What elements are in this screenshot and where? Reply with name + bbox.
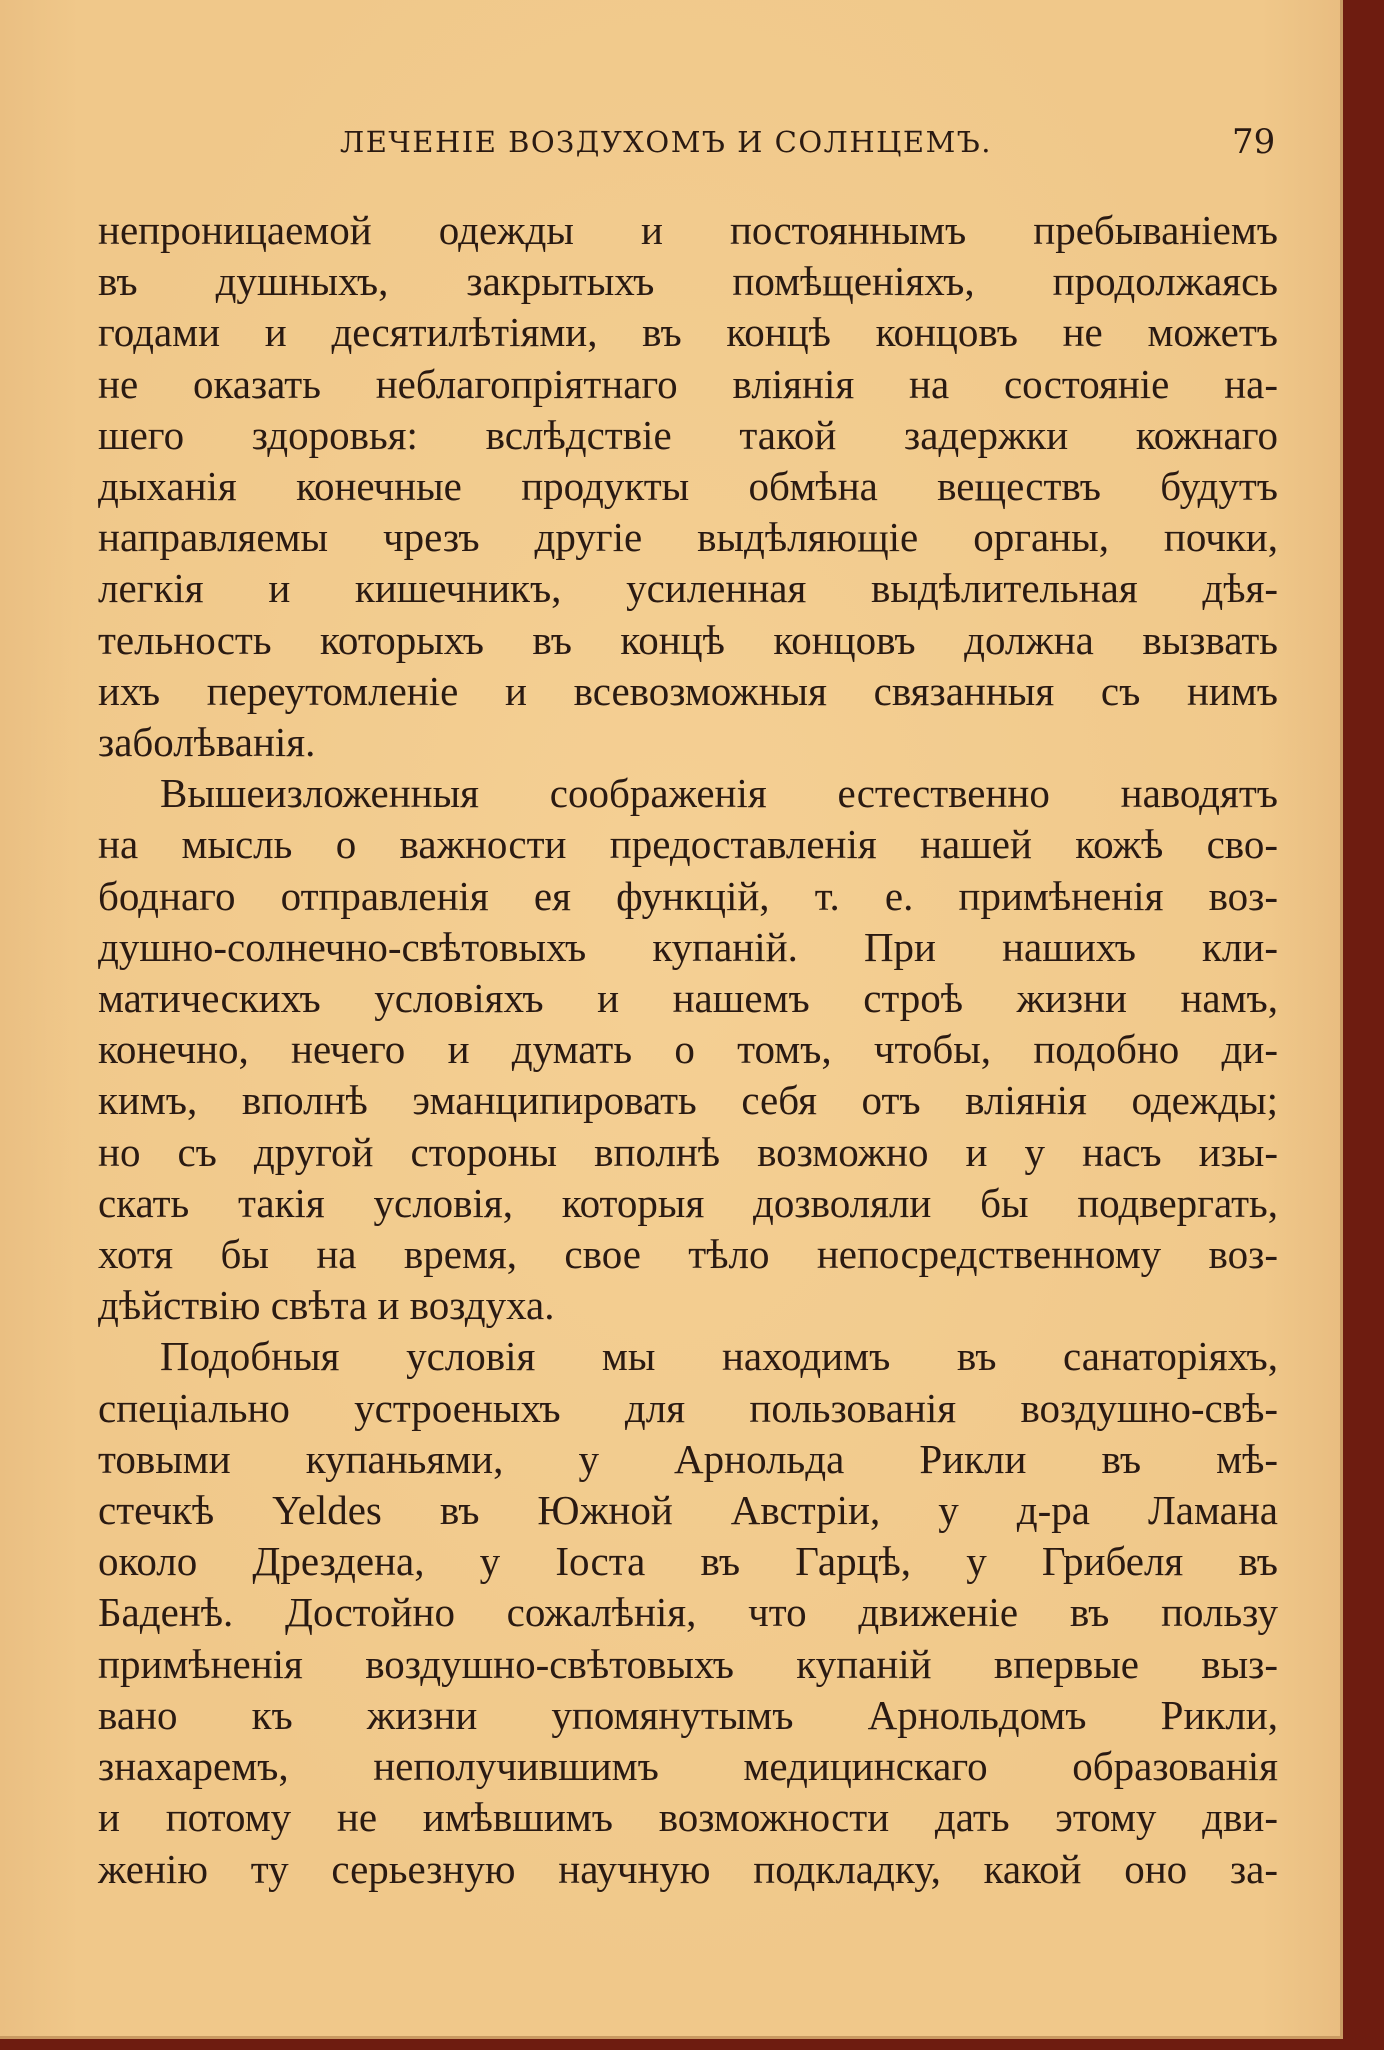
page-number: 79 xyxy=(1232,122,1276,162)
paragraph-3 xyxy=(98,1331,1278,1894)
text-line: направляемы чрезъ другіе выдѣляющіе органы, почки, xyxy=(98,514,1278,561)
text-line: непроницаемой одежды и постояннымъ пребываніемъ xyxy=(98,207,1278,253)
body-text xyxy=(98,205,1278,1895)
running-title: ЛЕЧЕНІЕ ВОЗДУХОМЪ И СОЛНЦЕМЪ. xyxy=(340,125,993,159)
text-line: ихъ переутомленіе и всевозможныя связанныя съ нимъ xyxy=(98,667,1278,714)
text-line: матическихъ условіяхъ и нашемъ строѣ жизни намъ, xyxy=(98,975,1278,1022)
text-line: вано къ жизни упомянутымъ Арнольдомъ Рикли, xyxy=(98,1691,1278,1738)
text-line: дѣйствію свѣта и воздуха. xyxy=(98,1282,555,1329)
text-line: стечкѣ Yeldes въ Южной Австріи, у д-ра Ламана xyxy=(98,1487,1278,1534)
text-line: товыми купаньями, у Арнольда Рикли въ мѣ- xyxy=(98,1435,1278,1482)
text-line: кимъ, вполнѣ эманципировать себя отъ вліянія одежды; xyxy=(98,1077,1278,1124)
text-line: дыханія конечные продукты обмѣна веществъ будутъ xyxy=(98,463,1278,510)
paragraph-1 xyxy=(98,205,1278,768)
text-line: знахаремъ, неполучившимъ медицинскаго образованія xyxy=(98,1743,1278,1790)
text-line: скать такія условія, которыя дозволяли бы подвергать, xyxy=(98,1179,1278,1226)
text-line: не оказать неблагопріятнаго вліянія на состояніе на- xyxy=(98,360,1278,407)
text-line: Подобныя условія мы находимъ въ санаторіяхъ, xyxy=(160,1333,1278,1380)
page-header xyxy=(0,122,1340,169)
text-line: хотя бы на время, свое тѣло непосредственному воз- xyxy=(98,1231,1278,1278)
text-line: годами и десятилѣтіями, въ концѣ концовъ не можетъ xyxy=(98,309,1278,356)
text-line: конечно, нечего и думать о томъ, чтобы, подобно ди- xyxy=(98,1026,1278,1073)
text-line: боднаго отправленія ея функцій, т. е. примѣненія воз- xyxy=(98,872,1278,919)
text-line: но съ другой стороны вполнѣ возможно и у насъ изы- xyxy=(98,1128,1278,1175)
text-line: заболѣванія. xyxy=(98,719,316,766)
text-line: тельность которыхъ въ концѣ концовъ должна вызвать xyxy=(98,616,1278,663)
text-line: легкія и кишечникъ, усиленная выдѣлительная дѣя- xyxy=(98,565,1278,612)
text-line: на мысль о важности предоставленія нашей кожѣ сво- xyxy=(98,821,1278,868)
text-line: около Дрездена, у Іоста въ Гарцѣ, у Грибеля въ xyxy=(98,1538,1278,1585)
paragraph-2 xyxy=(98,768,1278,1331)
text-line: примѣненія воздушно-свѣтовыхъ купаній впервые выз- xyxy=(98,1640,1278,1687)
text-line: и потому не имѣвшимъ возможности дать этому дви- xyxy=(98,1794,1278,1841)
text-line: душно-солнечно-свѣтовыхъ купаній. При нашихъ кли- xyxy=(98,923,1278,970)
text-line: Баденѣ. Достойно сожалѣнія, что движеніе въ пользу xyxy=(98,1589,1278,1636)
text-line: Вышеизложенныя соображенія естественно наводятъ xyxy=(160,770,1278,817)
text-line: въ душныхъ, закрытыхъ помѣщеніяхъ, продолжаясь xyxy=(98,258,1278,305)
text-line: спеціально устроеныхъ для пользованія воздушно-свѣ- xyxy=(98,1384,1278,1431)
text-line: женію ту серьезную научную подкладку, какой оно за- xyxy=(98,1845,1278,1892)
text-line: шего здоровья: вслѣдствіе такой задержки кожнаго xyxy=(98,411,1278,458)
